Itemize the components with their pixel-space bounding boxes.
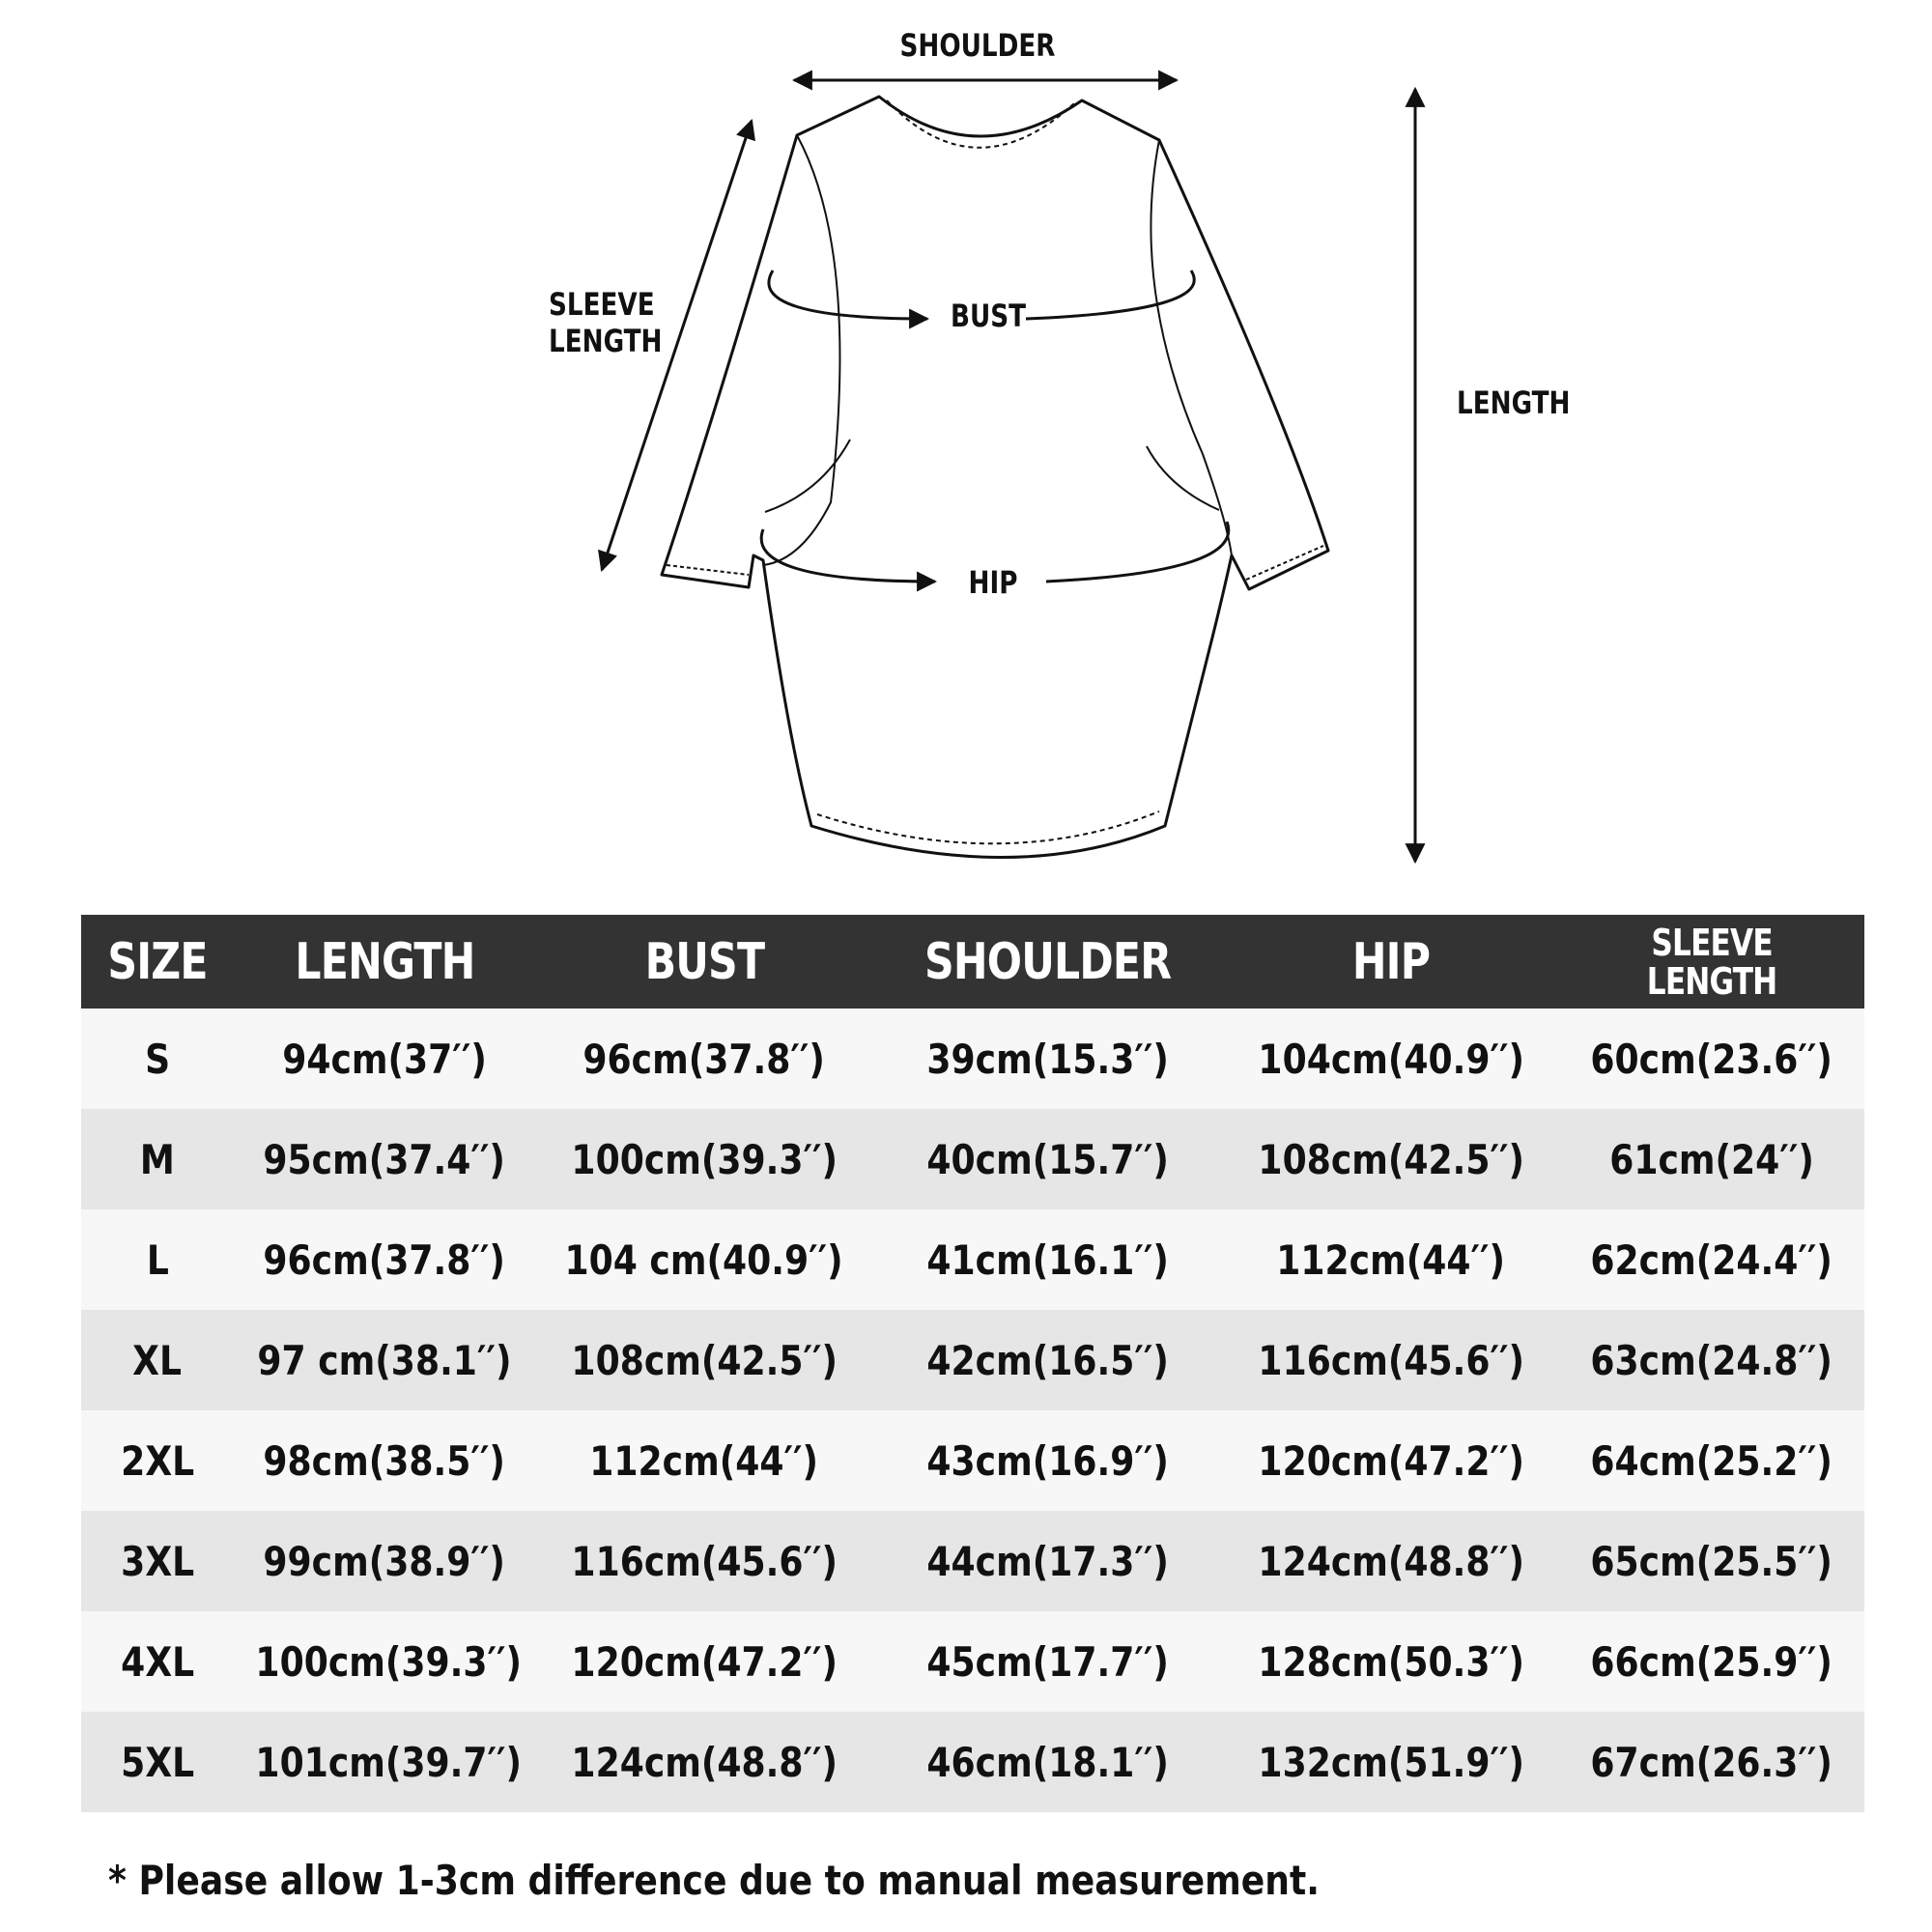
cell-bust: 100cm(39.3′′) — [535, 1109, 873, 1209]
cell-length: 96cm(37.8′′) — [234, 1209, 535, 1310]
cell-length: 100cm(39.3′′) — [234, 1611, 535, 1712]
cell-bust: 116cm(45.6′′) — [535, 1511, 873, 1611]
cell-hip: 124cm(48.8′′) — [1223, 1511, 1559, 1611]
header-length: LENGTH — [234, 915, 535, 1009]
cell-sleeve-length: 60cm(23.6′′) — [1559, 1009, 1864, 1109]
cell-bust: 108cm(42.5′′) — [535, 1310, 873, 1410]
cell-shoulder: 45cm(17.7′′) — [873, 1611, 1223, 1712]
cell-hip: 108cm(42.5′′) — [1223, 1109, 1559, 1209]
cell-size: 3XL — [81, 1511, 234, 1611]
header-size: SIZE — [81, 915, 234, 1009]
cell-size: 5XL — [81, 1712, 234, 1812]
table-row — [81, 1611, 1864, 1712]
cell-sleeve-length: 67cm(26.3′′) — [1559, 1712, 1864, 1812]
cell-length: 99cm(38.9′′) — [234, 1511, 535, 1611]
cell-hip: 128cm(50.3′′) — [1223, 1611, 1559, 1712]
cell-bust: 120cm(47.2′′) — [535, 1611, 873, 1712]
header-sleeve-line2: LENGTH — [1646, 959, 1777, 1003]
table-row — [81, 1712, 1864, 1812]
cell-shoulder: 39cm(15.3′′) — [873, 1009, 1223, 1109]
header-sleeve-line1: SLEEVE — [1651, 921, 1773, 964]
length-label: LENGTH — [1457, 384, 1571, 421]
table-row — [81, 1009, 1864, 1109]
cell-shoulder: 43cm(16.9′′) — [873, 1410, 1223, 1511]
cell-sleeve-length: 63cm(24.8′′) — [1559, 1310, 1864, 1410]
header-bust: BUST — [535, 915, 873, 1009]
cell-bust: 104 cm(40.9′′) — [535, 1209, 873, 1310]
cell-length: 101cm(39.7′′) — [234, 1712, 535, 1812]
sleeve-label-line1: SLEEVE — [549, 286, 655, 323]
table-row — [81, 1410, 1864, 1511]
shoulder-label: SHOULDER — [899, 27, 1056, 64]
garment-diagram — [0, 0, 1932, 898]
cell-hip: 104cm(40.9′′) — [1223, 1009, 1559, 1109]
cell-size: S — [81, 1009, 234, 1109]
cell-hip: 112cm(44′′) — [1223, 1209, 1559, 1310]
dress-outline — [662, 97, 1328, 858]
cell-sleeve-length: 65cm(25.5′′) — [1559, 1511, 1864, 1611]
cell-length: 94cm(37′′) — [234, 1009, 535, 1109]
table-row — [81, 1209, 1864, 1310]
cell-shoulder: 41cm(16.1′′) — [873, 1209, 1223, 1310]
cell-length: 95cm(37.4′′) — [234, 1109, 535, 1209]
bust-label: BUST — [950, 298, 1027, 334]
cell-size: XL — [81, 1310, 234, 1410]
header-sleeve-length — [1559, 915, 1864, 1009]
cell-size: M — [81, 1109, 234, 1209]
cell-shoulder: 46cm(18.1′′) — [873, 1712, 1223, 1812]
cell-hip: 120cm(47.2′′) — [1223, 1410, 1559, 1511]
measurement-footnote: * Please allow 1-3cm difference due to manual measurement. — [108, 1857, 1320, 1904]
table-header-row — [81, 915, 1864, 1009]
table-body — [81, 1009, 1864, 1812]
size-chart-table — [81, 915, 1864, 1812]
cell-length: 98cm(38.5′′) — [234, 1410, 535, 1511]
table-row — [81, 1511, 1864, 1611]
cell-sleeve-length: 66cm(25.9′′) — [1559, 1611, 1864, 1712]
cell-sleeve-length: 64cm(25.2′′) — [1559, 1410, 1864, 1511]
header-shoulder: SHOULDER — [873, 915, 1223, 1009]
cell-shoulder: 44cm(17.3′′) — [873, 1511, 1223, 1611]
cell-bust: 96cm(37.8′′) — [535, 1009, 873, 1109]
cell-bust: 124cm(48.8′′) — [535, 1712, 873, 1812]
table-row — [81, 1310, 1864, 1410]
cell-shoulder: 42cm(16.5′′) — [873, 1310, 1223, 1410]
cell-hip: 132cm(51.9′′) — [1223, 1712, 1559, 1812]
cell-size: 4XL — [81, 1611, 234, 1712]
cell-bust: 112cm(44′′) — [535, 1410, 873, 1511]
header-hip: HIP — [1223, 915, 1559, 1009]
cell-hip: 116cm(45.6′′) — [1223, 1310, 1559, 1410]
sleeve-label-line2: LENGTH — [549, 323, 663, 359]
table-row — [81, 1109, 1864, 1209]
cell-sleeve-length: 62cm(24.4′′) — [1559, 1209, 1864, 1310]
cell-size: L — [81, 1209, 234, 1310]
hip-label: HIP — [968, 564, 1018, 601]
cell-sleeve-length: 61cm(24′′) — [1559, 1109, 1864, 1209]
cell-shoulder: 40cm(15.7′′) — [873, 1109, 1223, 1209]
cell-length: 97 cm(38.1′′) — [234, 1310, 535, 1410]
cell-size: 2XL — [81, 1410, 234, 1511]
